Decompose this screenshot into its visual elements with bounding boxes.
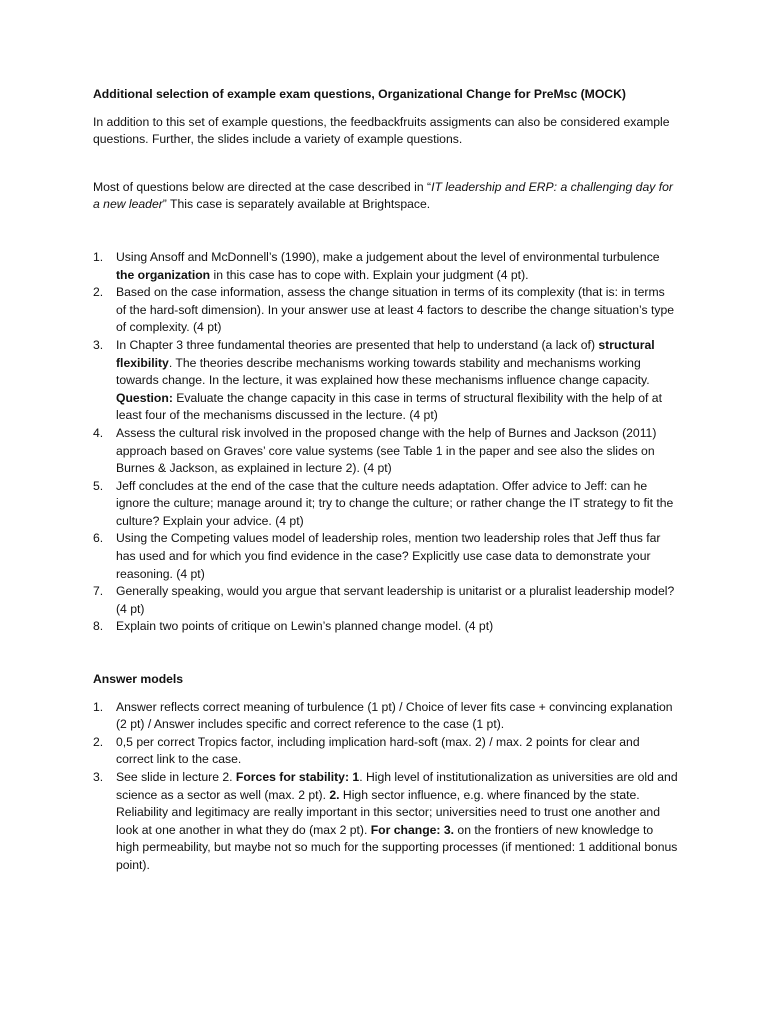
bold-text: For change: 3. bbox=[370, 822, 455, 837]
question-item bbox=[93, 478, 678, 531]
list-number: 4. bbox=[93, 425, 104, 440]
text-run: Assess the cultural risk involved in the proposed change with the help of Burnes and Jackson (2011) approach based on Graves’ core value systems (see Table 1 in the paper and see also the slides on Burnes & Jackson, as explained in lecture 2). (4 pt) bbox=[116, 425, 657, 476]
list-item-text bbox=[116, 770, 678, 872]
answers-list bbox=[93, 699, 678, 875]
list-item-text bbox=[116, 531, 660, 580]
list-number: 6. bbox=[93, 531, 104, 546]
question-item bbox=[93, 425, 678, 478]
list-number: 2. bbox=[93, 734, 104, 749]
answer-item bbox=[93, 769, 678, 875]
list-item-text bbox=[116, 584, 674, 616]
list-number: 1. bbox=[93, 699, 104, 714]
bold-text: structural flexibility bbox=[116, 337, 655, 370]
case-text-before: Most of questions below are directed at the case described in “ bbox=[93, 179, 432, 194]
text-run: . The theories describe mechanisms working towards stability and mechanisms working towards change. In the lecture, it was explained how these mechanisms influence change capacity. bbox=[116, 355, 650, 388]
list-number: 3. bbox=[93, 770, 104, 784]
text-run: Explain two points of critique on Lewin’s planned change model. (4 pt) bbox=[116, 619, 494, 634]
list-item-text bbox=[116, 479, 673, 528]
answer-item bbox=[93, 734, 678, 769]
text-run: on the frontiers of new knowledge to high permeability, but maybe not so much for the supporting processes (if mentioned: 1 additional bonus point). bbox=[116, 822, 678, 872]
question-item bbox=[93, 337, 678, 425]
text-run: In Chapter 3 three fundamental theories are presented that help to understand (a lack of) bbox=[116, 337, 599, 352]
list-item-text bbox=[116, 250, 660, 282]
text-run: Using Ansoff and McDonnell’s (1990), make a judgement about the level of environmental turbulence bbox=[116, 249, 660, 264]
list-number: 1. bbox=[93, 249, 104, 264]
list-item-text bbox=[116, 619, 493, 633]
list-item-text bbox=[116, 285, 674, 334]
bold-text: the organization bbox=[116, 267, 211, 282]
questions-list bbox=[93, 249, 678, 636]
bold-text: Question: bbox=[116, 390, 173, 405]
document-title: Additional selection of example exam questions, Organizational Change for PreMsc (MOCK) bbox=[93, 87, 626, 101]
text-run: 0,5 per correct Tropics factor, including implication hard-soft (max. 2) / max. 2 points for clear and correct link to the case. bbox=[116, 734, 640, 767]
question-item bbox=[93, 284, 678, 337]
text-run: Based on the case information, assess the change situation in terms of its complexity (that is: in terms of the hard-soft dimension). In your answer use at least 4 factors to describe the change situation’s type of complexity. (4 pt) bbox=[116, 285, 675, 335]
question-item bbox=[93, 249, 678, 284]
list-item-text bbox=[116, 735, 640, 767]
text-run: . High level of institutionalization as universities are old and science as a sector as well (max. 2 pt). bbox=[116, 770, 678, 802]
text-run: in this case has to cope with. Explain your judgment (4 pt). bbox=[210, 267, 529, 282]
text-run: Generally speaking, would you argue that servant leadership is unitarist or a pluralist leadership model? (4 pt) bbox=[116, 584, 675, 616]
list-item-text bbox=[116, 338, 662, 422]
list-number: 7. bbox=[93, 584, 104, 599]
list-number: 8. bbox=[93, 619, 104, 634]
list-number: 2. bbox=[93, 285, 104, 300]
intro-paragraph: In addition to this set of example questions, the feedbackfruits assigments can also be considered example questions. Further, the slides include a variety of example questions. bbox=[93, 114, 670, 147]
case-title: IT leadership and ERP: a challenging day for a new leader bbox=[93, 179, 673, 212]
answer-item bbox=[93, 699, 678, 734]
bold-text: Forces for stability: 1 bbox=[235, 770, 360, 784]
answers-heading: Answer models bbox=[93, 672, 184, 687]
list-item-text bbox=[116, 426, 656, 475]
list-number: 3. bbox=[93, 337, 104, 352]
text-run: Answer reflects correct meaning of turbulence (1 pt) / Choice of lever fits case + convincing explanation (2 pt) / Answer includes specific and correct reference to the case (1 pt). bbox=[116, 699, 673, 732]
bold-text: 2. bbox=[329, 787, 340, 802]
text-run: Jeff concludes at the end of the case that the culture needs adaptation. Offer advice to Jeff: can he ignore the culture; manage around it; try to change the culture; or rather change the IT strategy to fit the culture? Explain your advice. (4 pt) bbox=[116, 478, 674, 528]
text-run: High sector influence, e.g. where financed by the state. Reliability and legitimacy are really important in this sector; universities need to trust one another and look at one another in what they do (max 2 pt). bbox=[116, 787, 660, 837]
question-item bbox=[93, 583, 678, 618]
question-item bbox=[93, 530, 678, 583]
list-number: 5. bbox=[93, 478, 104, 493]
question-item bbox=[93, 618, 678, 636]
case-text-after: ” This case is separately available at Brightspace. bbox=[162, 197, 431, 212]
text-run: Evaluate the change capacity in this case in terms of structural flexibility with the help of at least four of the mechanisms discussed in the lecture. (4 pt) bbox=[116, 390, 662, 423]
text-run: Using the Competing values model of leadership roles, mention two leadership roles that Jeff thus far has used and for which you find evidence in the case? Explicitly use case data to demonstrate your reasoning. (4 pt) bbox=[116, 531, 661, 581]
case-paragraph bbox=[93, 179, 678, 214]
list-item-text bbox=[116, 700, 673, 732]
text-run: See slide in lecture 2. bbox=[116, 770, 236, 784]
